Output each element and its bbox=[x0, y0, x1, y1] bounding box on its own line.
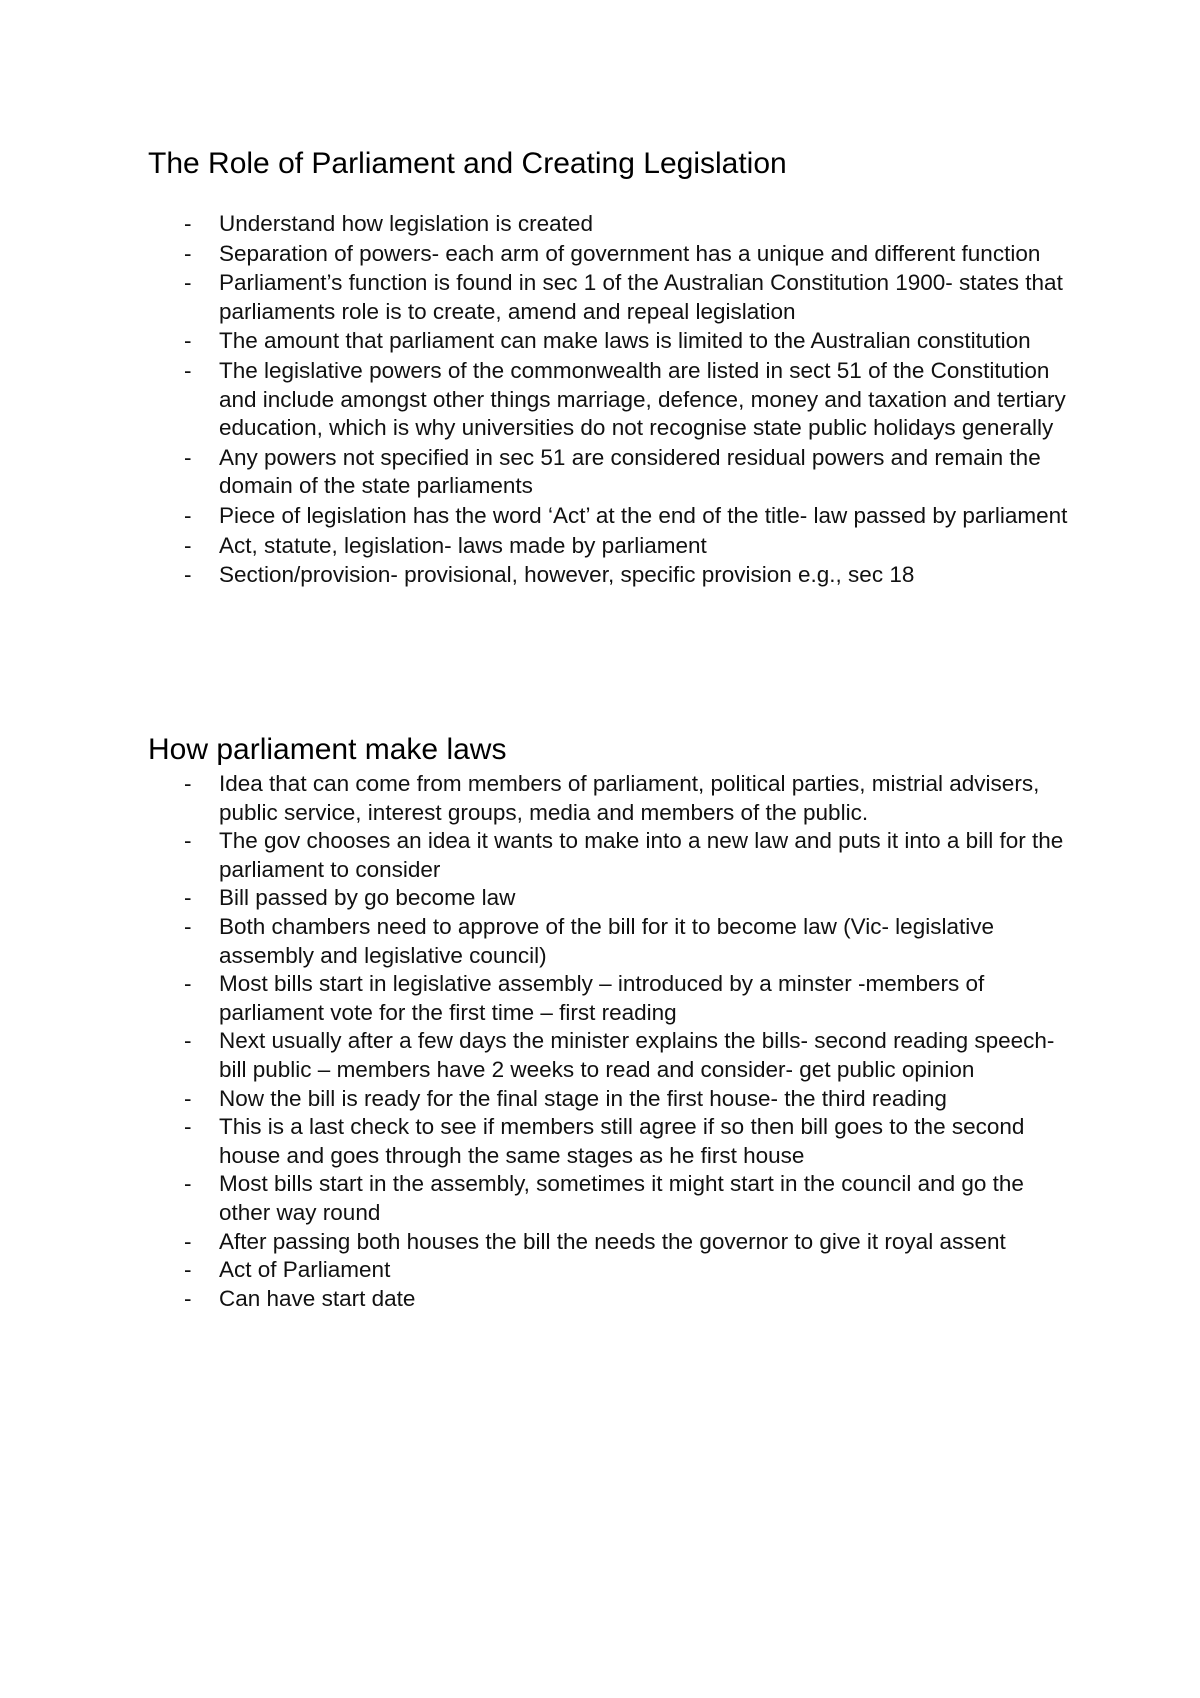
list-item bbox=[148, 1085, 1078, 1114]
list-item bbox=[148, 444, 1078, 501]
list-item bbox=[148, 502, 1078, 531]
list-item-text: Parliament’s function is found in sec 1 of the Australian Constitution 1900- states that parliaments role is to create, amend and repeal legislation bbox=[219, 270, 1063, 324]
list-item-text: Understand how legislation is created bbox=[219, 211, 593, 236]
bullet-marker: - bbox=[184, 971, 192, 997]
list-item-text: Idea that can come from members of parliament, political parties, mistrial advisers, public service, interest groups, media and members of the public. bbox=[219, 771, 1040, 825]
list-item bbox=[148, 532, 1078, 561]
list-item bbox=[148, 827, 1078, 884]
list-item-text: Piece of legislation has the word ‘Act’ at the end of the title- law passed by parliament bbox=[219, 502, 1068, 528]
bullet-marker: - bbox=[184, 532, 192, 558]
list-item bbox=[148, 1113, 1078, 1170]
list-item bbox=[148, 970, 1078, 1027]
bullet-marker: - bbox=[184, 1114, 192, 1140]
list-item-text: Now the bill is ready for the final stage in the first house- the third reading bbox=[219, 1085, 947, 1111]
list-item-text: Most bills start in the assembly, sometimes it might start in the council and go the other way round bbox=[219, 1171, 1024, 1225]
list-item bbox=[148, 1027, 1078, 1084]
bullet-marker: - bbox=[184, 1285, 192, 1311]
list-item-text: The legislative powers of the commonwealth are listed in sect 51 of the Constitution and include amongst other things marriage, defence, money and taxation and tertiary education, which is why universities do not recognise state public holidays generally bbox=[219, 357, 1066, 441]
list-item-text: Any powers not specified in sec 51 are considered residual powers and remain the domain of the state parliaments bbox=[219, 444, 1041, 499]
list-item bbox=[148, 1170, 1078, 1227]
list-item bbox=[148, 1228, 1078, 1257]
bullet-marker: - bbox=[184, 913, 192, 939]
list-item bbox=[148, 1285, 1078, 1314]
bullet-marker: - bbox=[184, 502, 192, 528]
bullet-marker: - bbox=[184, 211, 192, 236]
list-item bbox=[148, 210, 1078, 239]
list-item-text: Most bills start in legislative assembly – introduced by a minster -members of parliament vote for the first time – first reading bbox=[219, 971, 985, 1025]
list-item bbox=[148, 357, 1078, 443]
bullet-marker: - bbox=[184, 444, 192, 470]
list-item bbox=[148, 240, 1078, 269]
list-item bbox=[148, 1256, 1078, 1285]
list-item-text: This is a last check to see if members still agree if so then bill goes to the second house and goes through the same stages as he first house bbox=[219, 1114, 1025, 1168]
list-item-text: Can have start date bbox=[219, 1285, 416, 1311]
bullet-list-role-of-parliament bbox=[148, 210, 1078, 591]
list-item bbox=[148, 770, 1078, 827]
list-item bbox=[148, 327, 1078, 356]
bullet-marker: - bbox=[184, 1085, 192, 1111]
list-item-text: Bill passed by go become law bbox=[219, 885, 516, 911]
bullet-marker: - bbox=[184, 1257, 192, 1283]
list-item-text: Section/provision- provisional, however, specific provision e.g., sec 18 bbox=[219, 562, 915, 588]
bullet-marker: - bbox=[184, 270, 192, 296]
list-item bbox=[148, 269, 1078, 326]
list-item-text: The amount that parliament can make laws is limited to the Australian constitution bbox=[219, 328, 1031, 354]
bullet-marker: - bbox=[184, 328, 192, 354]
list-item-text: The gov chooses an idea it wants to make into a new law and puts it into a bill for the parliament to consider bbox=[219, 828, 1064, 882]
bullet-marker: - bbox=[184, 885, 192, 911]
bullet-marker: - bbox=[184, 1228, 192, 1254]
list-item bbox=[148, 561, 1078, 590]
bullet-marker: - bbox=[184, 1171, 192, 1197]
list-item-text: Act, statute, legislation- laws made by parliament bbox=[219, 532, 707, 558]
list-item bbox=[148, 913, 1078, 970]
bullet-marker: - bbox=[184, 771, 192, 796]
bullet-marker: - bbox=[184, 828, 192, 854]
list-item-text: After passing both houses the bill the needs the governor to give it royal assent bbox=[219, 1228, 1006, 1254]
list-item-text: Separation of powers- each arm of government has a unique and different function bbox=[219, 240, 1041, 266]
list-item-text: Next usually after a few days the minister explains the bills- second reading speech- bill public – members have 2 weeks to read and consider- get public opinion bbox=[219, 1028, 1055, 1082]
bullet-marker: - bbox=[184, 240, 192, 266]
bullet-marker: - bbox=[184, 1028, 192, 1054]
section-heading-role-of-parliament: The Role of Parliament and Creating Legislation bbox=[148, 147, 787, 180]
bullet-marker: - bbox=[184, 562, 192, 588]
list-item-text: Act of Parliament bbox=[219, 1257, 391, 1283]
list-item bbox=[148, 884, 1078, 913]
section-heading-how-parliament-make-laws: How parliament make laws bbox=[148, 733, 507, 766]
bullet-list-how-parliament-make-laws bbox=[148, 770, 1078, 1313]
list-item-text: Both chambers need to approve of the bill for it to become law (Vic- legislative assembly and legislative council) bbox=[219, 913, 994, 968]
bullet-marker: - bbox=[184, 357, 192, 383]
